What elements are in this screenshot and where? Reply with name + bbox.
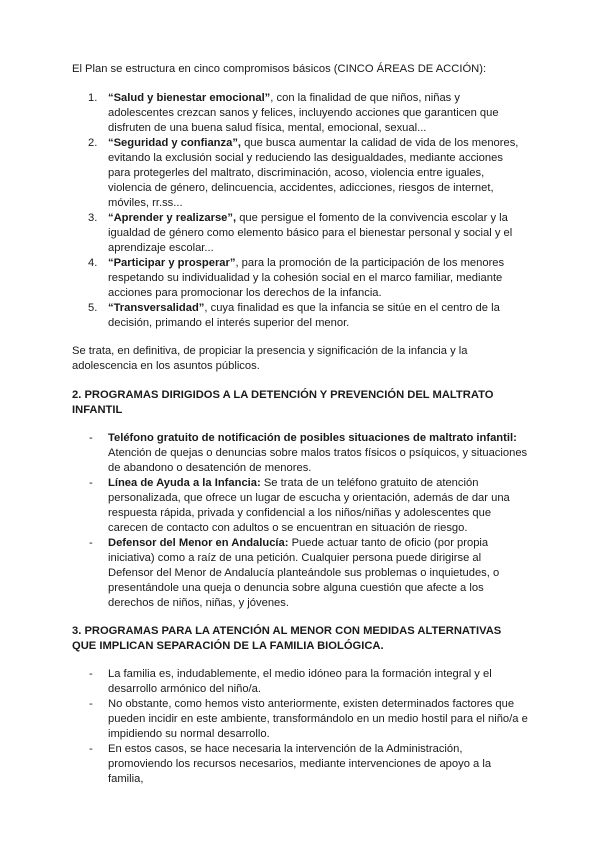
list-item xyxy=(72,536,528,611)
commitment-number: 5. xyxy=(88,302,98,314)
commitment-item-1 xyxy=(72,91,528,136)
commitment-item-4 xyxy=(72,256,528,301)
item-text: Puede actuar tanto de oficio (por propia iniciativa) como a raíz de una petición. Cualquier persona puede dirigirse al Defensor del Menor de Andalucía planteándole sus problemas o inquietudes, o presentándole una queja o denuncia sobre alguna cuestión que afecte a los derechos de niños, niñas, y jóvenes. xyxy=(108,537,500,609)
commitment-text: , cuya finalidad es que la infancia se sitúe en el centro de la decisión, primando el interés superior del menor. xyxy=(108,302,500,329)
dash-bullet: - xyxy=(89,698,93,710)
item-text: No obstante, como hemos visto anteriormente, existen determinados factores que pueden incidir en este ambiente, transformándolo en un medio hostil para el niño/a e impidiendo su normal desarrollo. xyxy=(108,698,528,740)
item-title: Defensor del Menor en Andalucía: xyxy=(108,537,289,549)
list-item xyxy=(72,476,528,536)
item-text: En estos casos, se hace necesaria la intervención de la Administración, promoviendo los recursos necesarios, mediante intervenciones de apoyo a la familia, xyxy=(108,743,492,785)
commitment-title: “Aprender y realizarse”, xyxy=(108,212,237,224)
section-2-heading: 2. PROGRAMAS DIRIGIDOS A LA DETENCIÓN Y PREVENCIÓN DEL MALTRATO INFANTIL xyxy=(72,389,494,416)
item-title: Línea de Ayuda a la Infancia: xyxy=(108,477,261,489)
section-3-heading: 3. PROGRAMAS PARA LA ATENCIÓN AL MENOR CON MEDIDAS ALTERNATIVAS QUE IMPLICAN SEPARACIÓN DE LA FAMILIA BIOLÓGICA. xyxy=(72,625,502,652)
commitment-item-3 xyxy=(72,211,528,256)
dash-bullet: - xyxy=(89,477,93,489)
commitments-list xyxy=(72,91,528,331)
commitment-item-2 xyxy=(72,136,528,211)
item-text: Se trata de un teléfono gratuito de atención personalizada, que ofrece un lugar de escucha y orientación, además de dar una respuesta rápida, privada y confidencial a los niños/niñas y adolescentes que carecen de contacto con adultos o se encuentran en situación de riesgo. xyxy=(108,477,510,534)
commitment-number: 2. xyxy=(88,137,98,149)
summary-paragraph: Se trata, en definitiva, de propiciar la presencia y significación de la infancia y la adolescencia en los asuntos públicos. xyxy=(72,345,468,372)
commitment-text: , con la finalidad de que niños, niñas y adolescentes crezcan sanos y felices, incluyendo acciones que garanticen que disfruten de una buena salud física, mental, emocional, sexual... xyxy=(108,92,499,134)
dash-bullet: - xyxy=(89,537,93,549)
document-page xyxy=(72,62,528,800)
commitment-title: “Salud y bienestar emocional” xyxy=(108,92,271,104)
commitment-text: , para la promoción de la participación de los menores respetando su individualidad y la cohesión social en el marco familiar, mediante acciones para promocionar los derechos de la infancia. xyxy=(108,257,505,299)
dash-bullet: - xyxy=(89,432,93,444)
dash-bullet: - xyxy=(89,668,93,680)
commitment-title: “Transversalidad” xyxy=(108,302,205,314)
commitment-item-5 xyxy=(72,301,528,331)
dash-bullet: - xyxy=(89,743,93,755)
commitment-text: que busca aumentar la calidad de vida de los menores, evitando la exclusión social y reduciendo las desigualdades, mediante acciones para protegerles del maltrato, discriminación, acoso, violencia entre iguales, violencia de género, delincuencia, accidentes, adicciones, riesgos de internet, móviles, rr.ss... xyxy=(108,137,519,209)
commitment-number: 1. xyxy=(88,92,98,104)
list-item xyxy=(72,742,528,787)
commitment-title: “Seguridad y confianza”, xyxy=(108,137,242,149)
item-title: Teléfono gratuito de notificación de posibles situaciones de maltrato infantil: xyxy=(108,432,517,444)
list-item xyxy=(72,667,528,697)
commitment-number: 3. xyxy=(88,212,98,224)
commitment-number: 4. xyxy=(88,257,98,269)
intro-paragraph: El Plan se estructura en cinco compromisos básicos (CINCO ÁREAS DE ACCIÓN): xyxy=(72,63,487,75)
item-text: Atención de quejas o denuncias sobre malos tratos físicos o psíquicos, y situaciones de abandono o desatención de menores. xyxy=(108,447,528,474)
item-text: La familia es, indudablemente, el medio idóneo para la formación integral y el desarrollo armónico del niño/a. xyxy=(108,668,492,695)
section-3-list xyxy=(72,667,528,787)
list-item xyxy=(72,697,528,742)
commitment-text: que persigue el fomento de la convivencia escolar y la igualdad de género como elemento básico para el bienestar personal y social y el aprendizaje escolar... xyxy=(108,212,513,254)
section-2-list xyxy=(72,431,528,611)
list-item xyxy=(72,431,528,476)
commitment-title: “Participar y prosperar” xyxy=(108,257,236,269)
